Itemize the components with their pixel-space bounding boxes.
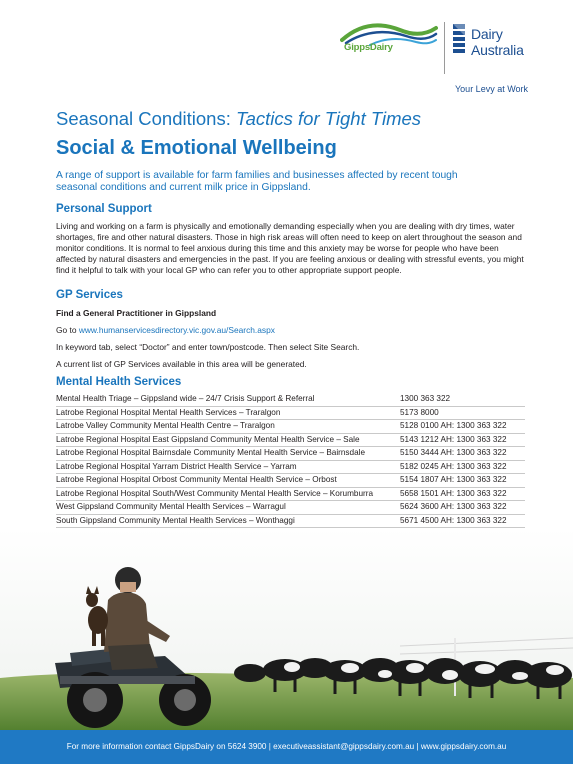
dairy-australia-word-australia: Australia bbox=[471, 42, 524, 58]
intro-paragraph: A range of support is available for farm families and businesses affected by recent tough seasonal conditions and current milk price in Gippsland. bbox=[56, 170, 458, 193]
service-name: Latrobe Regional Hospital South/West Community Mental Health Service – Korumburra bbox=[56, 488, 374, 498]
service-name: Latrobe Regional Hospital Yarram District Health Service – Yarram bbox=[56, 461, 297, 471]
farmer-quad-bike-cows-image bbox=[0, 528, 573, 734]
row-divider bbox=[56, 487, 525, 488]
service-phone: 5173 8000 bbox=[400, 407, 439, 417]
service-name: Latrobe Valley Community Mental Health Centre – Traralgon bbox=[56, 421, 275, 430]
goto-prefix: Go to bbox=[56, 325, 79, 335]
subtitle-italic: Tactics for Tight Times bbox=[235, 108, 422, 129]
service-name: Mental Health Triage – Gippsland wide – 24/7 Crisis Support & Referral bbox=[56, 394, 315, 403]
goto-line bbox=[56, 325, 275, 335]
gippsdairy-logo bbox=[340, 18, 438, 66]
table-row bbox=[56, 435, 536, 446]
row-divider bbox=[56, 514, 525, 515]
service-phone: 5154 1807 AH: 1300 363 322 bbox=[400, 475, 507, 484]
human-services-link[interactable]: www.humanservicesdirectory.vic.gov.au/Search.aspx bbox=[78, 325, 275, 335]
table-row bbox=[56, 448, 536, 459]
keyword-instruction: In keyword tab, select “Doctor” and enter town/postcode. Then select Site Search. bbox=[56, 342, 360, 352]
service-phone: 1300 363 322 bbox=[400, 394, 451, 403]
service-phone: 5150 3444 AH: 1300 363 322 bbox=[400, 448, 507, 457]
table-row bbox=[56, 516, 536, 527]
mental-health-heading: Mental Health Services bbox=[56, 376, 182, 388]
row-divider bbox=[56, 433, 525, 434]
row-divider bbox=[56, 406, 525, 407]
table-row bbox=[56, 394, 536, 405]
table-row bbox=[56, 475, 536, 486]
personal-support-body: Living and working on a farm is physically and emotionally demanding especially when you are dealing with dry times, water shortages, fire and other natural disasters. Those in high risk areas will often need to keep on alert throughout the season and monitor conditions. It is normal to feel anxious during this time and this anxiety may be worse for people who have been affected by natural disasters and emergencies in the past. If you are feeling anxious or dealing with stressful events, you might find it helpful to talk with your local GP who can refer you to other appropriate support people. bbox=[56, 221, 524, 275]
subtitle-prefix: Seasonal Conditions: bbox=[56, 108, 236, 129]
row-divider bbox=[56, 460, 525, 461]
table-row bbox=[56, 462, 536, 473]
service-phone: 5128 0100 AH: 1300 363 322 bbox=[400, 421, 507, 430]
service-name: Latrobe Regional Hospital East Gippsland Community Mental Health Service – Sale bbox=[56, 434, 360, 444]
logo-divider bbox=[444, 22, 445, 74]
gippsdairy-logo-text: GippsDairy bbox=[344, 42, 393, 53]
service-phone: 5182 0245 AH: 1300 363 322 bbox=[400, 461, 507, 471]
row-divider bbox=[56, 500, 525, 501]
page-title: Social & Emotional Wellbeing bbox=[56, 137, 337, 159]
service-phone: 5671 4500 AH: 1300 363 322 bbox=[400, 515, 507, 525]
service-name: Latrobe Regional Hospital Bairnsdale Community Mental Health Service – Bairnsdale bbox=[56, 448, 366, 457]
dairy-australia-stripes-icon bbox=[451, 24, 469, 58]
row-divider bbox=[56, 419, 525, 420]
tagline: Your Levy at Work bbox=[455, 84, 529, 94]
dairy-australia-word-dairy: Dairy bbox=[471, 26, 503, 42]
service-phone: 5143 1212 AH: 1300 363 322 bbox=[400, 434, 507, 444]
page-subtitle bbox=[56, 108, 421, 130]
service-name: South Gippsland Community Mental Health Services – Wonthaggi bbox=[56, 515, 295, 525]
row-divider bbox=[56, 473, 525, 474]
service-name: Latrobe Regional Hospital Orbost Community Mental Health Service – Orbost bbox=[56, 475, 337, 484]
table-row bbox=[56, 489, 536, 500]
service-phone: 5624 3600 AH: 1300 363 322 bbox=[400, 502, 507, 511]
table-row bbox=[56, 408, 536, 419]
gp-list-note: A current list of GP Services available in this area will be generated. bbox=[56, 359, 307, 369]
farm-photo bbox=[0, 528, 573, 734]
gp-services-heading: GP Services bbox=[56, 289, 123, 301]
table-row bbox=[56, 421, 536, 432]
table-row bbox=[56, 502, 536, 513]
personal-support-heading: Personal Support bbox=[56, 203, 152, 215]
service-phone: 5658 1501 AH: 1300 363 322 bbox=[400, 488, 507, 498]
service-name: Latrobe Regional Hospital Mental Health Services – Traralgon bbox=[56, 407, 281, 417]
service-name: West Gippsland Community Mental Health Services – Warragul bbox=[56, 502, 286, 511]
footer-contact-text: For more information contact GippsDairy on 5624 3900 | executiveassistant@gippsdairy.com.au | www.gippsdairy.com.au bbox=[66, 742, 507, 751]
footer-bar bbox=[0, 730, 573, 764]
find-gp-label: Find a General Practitioner in Gippsland bbox=[56, 308, 217, 318]
dairy-australia-logo bbox=[451, 24, 541, 74]
row-divider bbox=[56, 446, 525, 447]
